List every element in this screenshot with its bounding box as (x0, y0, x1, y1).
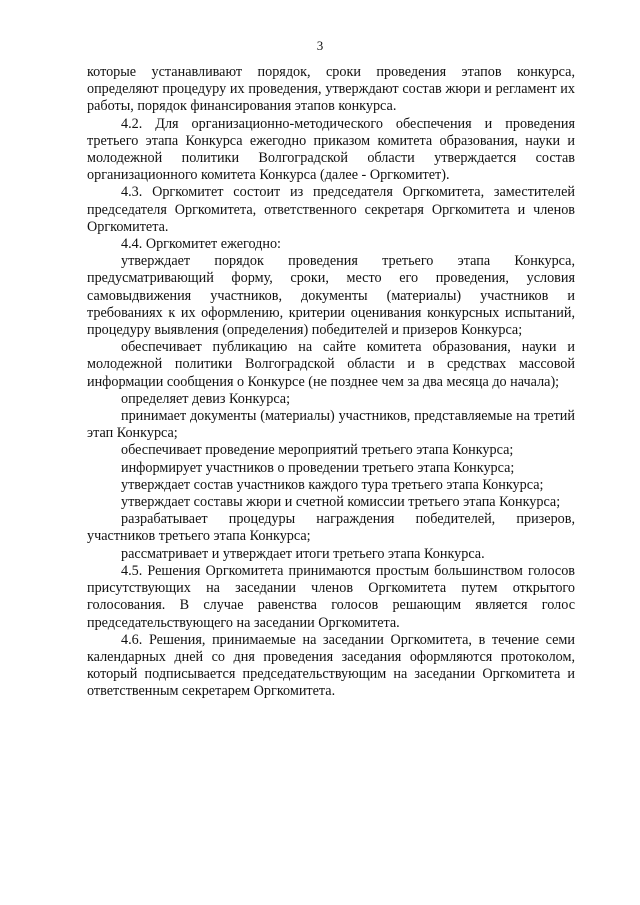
list-item: утверждает составы жюри и счетной комиссии третьего этапа Конкурса; (121, 494, 561, 511)
paragraph-4-3: 4.3. Оргкомитет состоит из председателя Оргкомитета, заместителей председателя Оргкомитета, ответственного секретаря Оргкомитета и членов Оргкомитета. (87, 184, 575, 235)
list-item: обеспечивает проведение мероприятий третьего этапа Конкурса; (121, 442, 514, 459)
paragraph-4-5: 4.5. Решения Оргкомитета принимаются простым большинством голосов присутствующих на заседании членов Оргкомитета путем открытого голосования. В случае равенства голосов решающим является голос председательствующего на заседании Оргкомитета. (87, 562, 575, 631)
list-item: утверждает состав участников каждого тура третьего этапа Конкурса; (121, 476, 544, 493)
list-item: обеспечивает публикацию на сайте комитета образования, науки и молодежной политики Волгоградской области и в средствах массовой информации сообщения о Конкурсе (не позднее чем за два месяца до начала); (87, 339, 575, 390)
paragraph-4-4: 4.4. Оргкомитет ежегодно: (121, 236, 282, 253)
paragraph-continuation: которые устанавливают порядок, сроки проведения этапов конкурса, определяют процедуру их проведения, утверждают состав жюри и регламент их работы, порядок финансирования этапов конкурса. (87, 64, 575, 115)
list-item: рассматривает и утверждает итоги третьего этапа Конкурса. (121, 545, 485, 562)
page-number: 3 (316, 38, 324, 53)
list-item: информирует участников о проведении третьего этапа Конкурса; (121, 459, 515, 476)
list-item: принимает документы (материалы) участников, представляемые на третий этап Конкурса; (87, 408, 575, 442)
paragraph-4-2: 4.2. Для организационно-методического обеспечения и проведения третьего этапа Конкурса ежегодно приказом комитета образования, науки и молодежной политики Волгоградской области утверждается состав организационного комитета Конкурса (далее - Оргкомитет). (87, 115, 575, 184)
list-item: определяет девиз Конкурса; (121, 390, 291, 407)
list-item: утверждает порядок проведения третьего этапа Конкурса, предусматривающий форму, сроки, место его проведения, условия самовыдвижения участников, документы (материалы) участников и требованиях к их оформлению, критерии оценивания конкурсных испытаний, процедуру выявления (определения) победителей и призеров Конкурса; (87, 253, 575, 339)
list-item: разрабатывает процедуры награждения победителей, призеров, участников третьего этапа Конкурса; (87, 511, 575, 545)
paragraph-4-6: 4.6. Решения, принимаемые на заседании Оргкомитета, в течение семи календарных дней со дня проведения заседания оформляются протоколом, который подписывается председательствующим на заседании Оргкомитета и ответственным секретарем Оргкомитета. (87, 631, 575, 700)
document-body (87, 64, 575, 701)
